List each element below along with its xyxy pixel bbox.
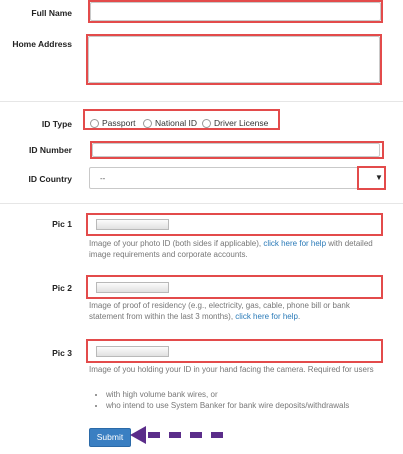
separator [0, 101, 403, 102]
pic1-file-button[interactable] [96, 219, 169, 230]
pic3-file-button[interactable] [96, 346, 169, 357]
pic3-help [89, 364, 379, 375]
id-type-label: ID Type [41, 119, 72, 129]
full-name-highlight [88, 0, 383, 23]
pic1-help [89, 238, 379, 260]
id-type-driver-license[interactable] [202, 118, 268, 128]
radio-driver-license[interactable] [202, 119, 211, 128]
id-country-selected: -- [100, 174, 106, 183]
pic2-file-button[interactable] [96, 282, 169, 293]
id-number-highlight [90, 141, 384, 159]
full-name-label: Full Name [31, 8, 72, 18]
id-type-passport[interactable] [90, 118, 136, 128]
submit-button[interactable]: Submit [89, 428, 131, 447]
pic1-help-text2: with detailed image requirements and corporate accounts. [89, 239, 373, 259]
id-type-passport-label: Passport [102, 118, 136, 128]
id-country-label: ID Country [28, 174, 72, 184]
pic1-help-link[interactable]: click here for help [263, 239, 327, 248]
radio-national-id[interactable] [143, 119, 152, 128]
id-country-select[interactable] [89, 167, 386, 189]
id-type-national-id[interactable] [143, 118, 197, 128]
home-address-highlight [86, 34, 382, 85]
arrow-head-icon [130, 426, 146, 444]
chevron-down-icon[interactable]: ▼ [375, 173, 383, 182]
pic1-help-text: Image of your photo ID (both sides if applicable), [89, 239, 264, 248]
pic3-help-text: Image of you holding your ID in your hand facing the camera. Required for users [89, 365, 374, 374]
pic2-help [89, 300, 381, 322]
pic2-help-text: Image of proof of residency (e.g., electricity, gas, cable, phone bill or bank statement from within the last 3 months), [89, 301, 350, 321]
pic2-help-text2: . [297, 312, 301, 321]
pic1-label: Pic 1 [52, 219, 72, 229]
id-type-national-id-label: National ID [155, 118, 198, 128]
list-item: • who intend to use System Banker for bank wire deposits/withdrawals [106, 400, 396, 411]
id-type-driver-license-label: Driver License [214, 118, 269, 128]
pic3-bullets [94, 389, 396, 411]
id-number-label: ID Number [29, 145, 72, 155]
pic2-label: Pic 2 [52, 283, 72, 293]
home-address-label: Home Address [12, 39, 72, 49]
list-item: • with high volume bank wires, or [106, 389, 396, 400]
radio-passport[interactable] [90, 119, 99, 128]
pic3-label: Pic 3 [52, 348, 72, 358]
separator [0, 203, 403, 204]
pic2-help-link[interactable]: click here for help [235, 312, 298, 321]
arrow-annotation [128, 422, 238, 448]
